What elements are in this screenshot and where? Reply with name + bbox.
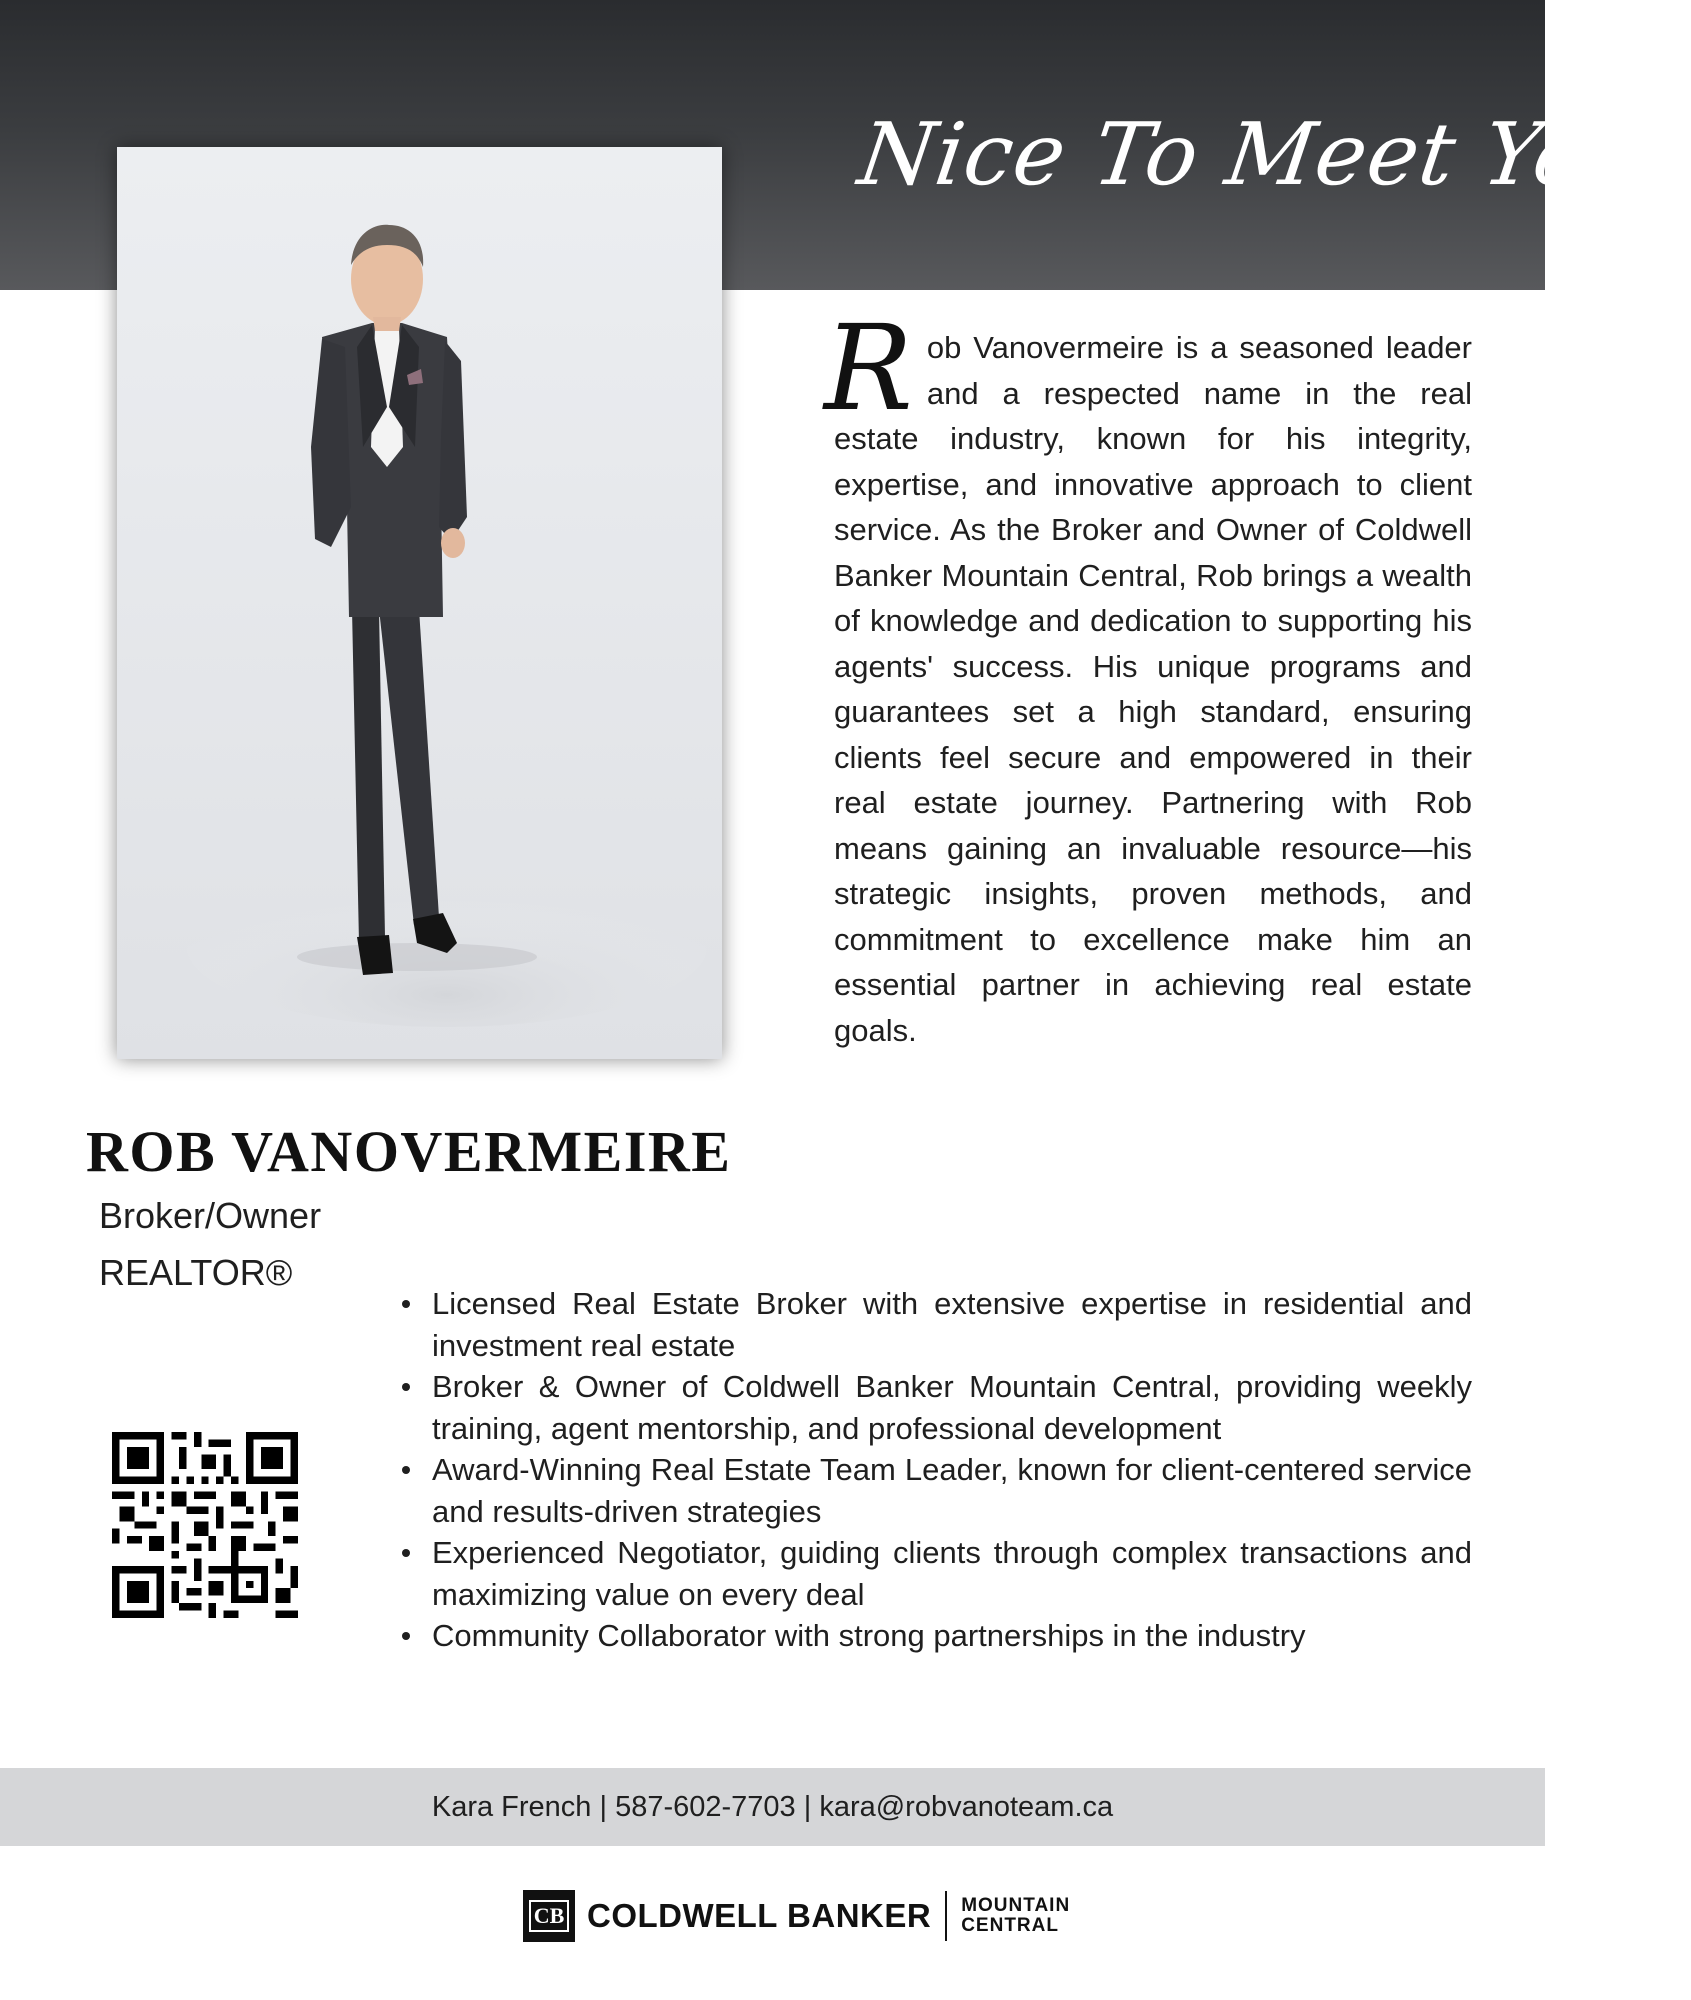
- portrait-photo: [117, 147, 722, 1059]
- agent-name: ROB VANOVERMEIRE: [86, 1119, 732, 1184]
- contact-bar: [0, 1768, 1545, 1846]
- cb-logo-icon: [523, 1890, 575, 1942]
- coldwell-banker-logo: [523, 1888, 1070, 1944]
- bio-text: ob Vanovermeire is a seasoned leader and a respected name in the real estate industry, known for his integrity, expertise, and innovative approach to client service. As the Broker and Owner of Coldwell Banker Mountain Central, Rob brings a wealth of knowledge and dedication to supporting his agents' success. His unique programs and guarantees set a high standard, ensuring clients feel secure and empowered in their real estate journey. Partnering with Rob means gaining an invaluable resource—his strategic insights, proven methods, and commitment to excellence make him an essential partner in achieving real estate goals.: [834, 330, 1472, 1048]
- logo-divider: [945, 1891, 947, 1941]
- list-item: Broker & Owner of Coldwell Banker Mountain Central, providing weekly training, agent mentorship, and professional development: [402, 1366, 1472, 1449]
- list-item: Experienced Negotiator, guiding clients through complex transactions and maximizing value on every deal: [402, 1532, 1472, 1615]
- logo-brand-text: COLDWELL BANKER: [587, 1897, 932, 1934]
- qr-code[interactable]: [112, 1432, 298, 1618]
- list-item: Award-Winning Real Estate Team Leader, known for client-centered service and results-driven strategies: [402, 1449, 1472, 1532]
- contact-line: Kara French | 587-602-7703 | kara@robvanoteam.ca: [431, 1790, 1114, 1823]
- cb-logo-mark: CB: [529, 1900, 570, 1932]
- list-item: Licensed Real Estate Broker with extensive expertise in residential and investment real estate: [402, 1283, 1472, 1366]
- logo-sub-text: [961, 1896, 1070, 1936]
- headline: Nice To Meet You!: [852, 105, 1686, 205]
- highlights-list: [402, 1283, 1472, 1657]
- agent-title: Broker/Owner: [99, 1195, 322, 1236]
- logo-sub-line1: MOUNTAIN: [961, 1895, 1071, 1916]
- logo-sub-line2: CENTRAL: [961, 1915, 1059, 1936]
- list-item: Community Collaborator with strong partnerships in the industry: [402, 1615, 1472, 1657]
- agent-designation: REALTOR®: [99, 1252, 293, 1293]
- bio-paragraph: [824, 299, 1472, 1053]
- drop-cap: R: [824, 299, 913, 437]
